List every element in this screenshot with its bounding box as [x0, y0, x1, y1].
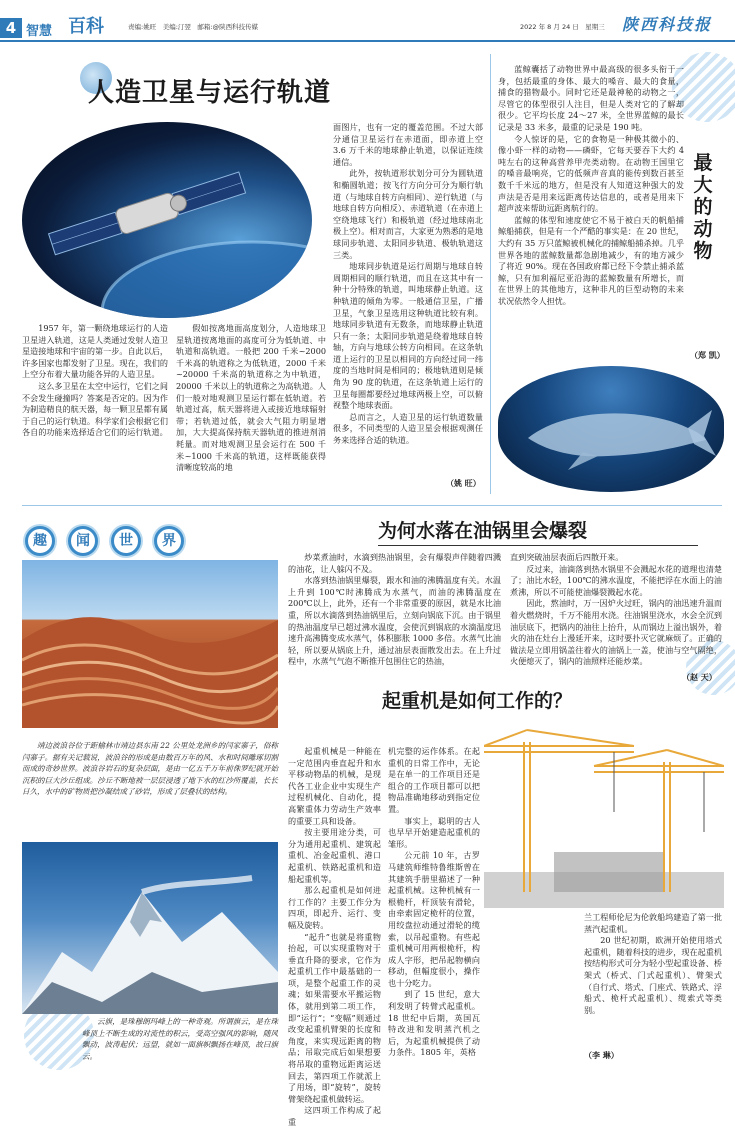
- water-col2: [510, 552, 722, 668]
- paragraph: 因此，熬油时，万一因炉火过旺，锅内的油迅速升温而着火燃烧时，千万不能用水浇。往油锅里浇水，水会全沉到油层底下，把锅内的油往上抬升，从而锅边上溢出锅外，着火的油在灶台上漫延开来，这时要扑灭它就麻烦了。正确的做法是立即用锅盖往着火的油锅上一盖，使油与空气隔绝，火便熄灭了，锅内的油照样还能炒菜。: [510, 598, 722, 667]
- crane-col3: [584, 912, 722, 1016]
- paragraph: 地球同步轨道是运行周期与地球自转周期相同的顺行轨道，而且在这其中有一种十分特殊的轨道，叫地球静止轨道。这种轨道的倾角为零。一般通信卫星，广播卫星，气象卫星选用这种轨道比较有利。地球同步轨道有无数条，而地球静止轨道只有一条；太阳同步轨道是绕着地球自转轴，方向与地球公转方向相同。在这条轨道上运行的卫星以相同的方向经过同一纬度的当地时间是相同的；极地轨道则是倾角为 90 度的轨道，在这条轨道上运行的卫星每圈都要经过地球两极上空，可以俯视整个地球表面。: [333, 261, 483, 411]
- badge-wen: 闻: [68, 526, 98, 556]
- paragraph: 这四项工作构成了起重: [288, 1105, 381, 1127]
- paragraph: 20 世纪初期，欧洲开始使用塔式起重机，随着科技的进步，现在起重机按结构形式可分为轻小型起重设备、桥架式（桥式、门式起重机）、臂架式（自行式、塔式、门座式、铁路式、浮船式、桅杆式起重机）、缆索式等类别。: [584, 935, 722, 1015]
- wave-valley-caption: 靖边波浪谷位于距榆林市靖边县东南 22 公里处龙洲乡的闫家寨子，俗称闫寨子。据有关记载说，波浪谷的形成是由数百万年的风、水和时间雕琢切割而成的奇妙世界。波浪谷岩石的复杂层面，是由一亿五千万年前侏罗纪就开始沉积的巨大沙丘组成。沙丘不断地被一层层浸透了地下水的红沙所覆盖，长长日久，水中的矿物质把沙凝结成了砂岩，形成了层叠状的结构。: [22, 741, 278, 796]
- whale-image: [498, 366, 724, 492]
- title-char: 大: [693, 174, 713, 196]
- water-byline: （赵 天）: [682, 673, 717, 682]
- editors-line: 责编:姚旺 美编:汀翌 邮箱:@陕西科技传媒: [128, 23, 259, 31]
- column-divider: [490, 54, 491, 494]
- paragraph: 这么多卫星在太空中运行，它们之间不会发生碰撞吗？答案是否定的。因为作为制造精良的航天器，每一颗卫星都有属于自己的运行轨道。科学家们会根据它们各自的功能来选择适合它们的运行轨道。: [22, 380, 168, 438]
- crane-col1: [288, 746, 381, 1129]
- water-col1: [288, 552, 501, 668]
- paragraph: 令人惊讶的是，它的食物是一种极其微小的、像小虾一样的动物——磷虾，它每天要吞下大约 4 吨左右的这种高营养甲壳类动物。在动物王国里它的嗓音最响亮，它的低频声音真的能传到数百甚至数千千米远的地方，但是没有人知道这种强大的发声法是否是用来远距离传达信息的，或者是用来下超声波来帮助远距离航行的。: [498, 133, 684, 214]
- newspaper-logo: 陕西科技报: [622, 15, 713, 34]
- title-underline: [378, 545, 698, 546]
- snow-mountain-caption: 云旗，是珠穆朗玛峰上的一种奇观。所谓旗云，是在珠峰顶上不断生成的对流性的积云，受高空强风的影响，随风飘动，波涛起伏；远望，就如一面旗帜飘扬在峰顶，故曰旗云。: [82, 1017, 278, 1061]
- crane-byline: （李 琳）: [584, 1051, 619, 1060]
- paragraph: 水落到热油锅里爆裂，跟水和油的沸腾温度有关。水温上升到 100℃时沸腾成为水蒸气，而油的沸腾温度在 200℃以上，此外，还有一个非常重要的原因，就是水比油重，所以水滴落到热油锅里后，立刻向锅底下沉。由于锅里的热油温度早已超过沸水温度，会使沉到锅底的水滴温度迅速升高沸腾变成水蒸气，体积膨胀 1000 多倍。水蒸气比油轻，所以要从锅底上升，通过油层表面散发出去。在上升过程中，水蒸气气泡不断推开包围住它的热油，: [288, 575, 501, 667]
- satellite-col1: [22, 323, 168, 439]
- section-label-a: 智慧: [26, 24, 53, 39]
- paragraph: 按主要用途分类，可分为通用起重机、建筑起重机、冶金起重机、港口起重机、铁路起重机和造船起重机等。: [288, 827, 381, 884]
- badge-jie: 界: [154, 526, 184, 556]
- paragraph: 反过来，油滴落到热水锅里不会溅起水花的道理也清楚了；油比水轻，100℃的沸水温度，不能把浮在水面上的油煮沸，所以不可能使油爆裂溅起水花。: [510, 563, 722, 597]
- crane-col2: [388, 746, 480, 1059]
- section-divider: [22, 505, 722, 506]
- crane-title: 起重机是如何工作的？: [382, 690, 573, 712]
- paragraph: 起重机械是一种能在一定范围内垂直起升和水平移动物品的机械，是现代各工业企业中实现生产过程机械化、自动化，提高繁重体力劳动生产效率的重要工具和设备。: [288, 746, 381, 826]
- page-number: 4: [0, 18, 22, 38]
- whale-byline: （郑 凯）: [690, 351, 725, 360]
- paragraph: 机完整的运作体系。在起重机的日常工作中，无论是在单一的工作项目还是组合的工作项目都可以把物品准确地移动到指定位置。: [388, 746, 480, 814]
- satellite-byline: （姚 旺）: [446, 479, 481, 488]
- whale-text-top: [498, 64, 684, 307]
- paragraph: 公元前 10 年，古罗马建筑师维特鲁维斯曾在其建筑手册里描述了一种起重机械。这种机械有一根桅杆，杆顶装有滑轮，由牵索固定桅杆的位置，用绞盘拉动通过滑轮的缆索，以吊起重物。有些起重机械可用两根桅杆，构成人字形，把吊起物横向移动，但幅度很小，操作也十分吃力。: [388, 850, 480, 988]
- issue-date: 2022 年 8 月 24 日 星期三: [520, 23, 605, 31]
- badge-qu: 趣: [25, 526, 55, 556]
- paragraph: 蓝鲸囊括了动物世界中最高级的很多头衔于一身，包括最重的身体、最大的嗓音、最大的食量，捕食的猎物最小。同时它还是最神秘的动物之一，尽管它的体型很引人注目，但是人类对它的了解却很少。它平均长度 24～27 米，全世界蓝鲸的最长记录是 33 米多，最重的记录是 190 吨。: [498, 64, 684, 132]
- paragraph: 事实上，聪明的古人也早早开始建造起重机的雏形。: [388, 815, 480, 849]
- crane-image: [484, 722, 724, 908]
- satellite-image: [22, 122, 312, 318]
- paragraph: 假如按离地面高度划分，人造地球卫星轨道按离地面的高度可分为低轨道、中轨道和高轨道。一般把 200 千米~2000 千米高的轨道称之为低轨道，2000 千米~20000 千米高的轨道称之为中轨道，20000 千米以上的轨道称之为高轨道。人们一般对地观测卫星运行都在低轨道。若轨道过高，航天器将进入或接近地球辐射带；若轨道过低，就会大气阻力明显增加，大大提高保持航天器轨道的推进剂消耗量。而对地观测卫星会运行在 500 千米~1000 千米高的轨道，这样既能获得清晰度较高的地: [176, 323, 326, 473]
- paragraph: 此外，按轨道形状划分可分为圆轨道和椭圆轨道；按飞行方向分可分为顺行轨道（与地球自转方向相同）、逆行轨道（与地球自转方向相反）、赤道轨道（在赤道上空绕地球飞行）和极轨道（经过地球南北极上空）。相对而言，大家更为熟悉的是地球同步轨道、太阳同步轨道、极轨轨道这三类。: [333, 168, 483, 260]
- badge-shi: 世: [111, 526, 141, 556]
- paragraph: 面图片，也有一定的覆盖范围。不过大部分通信卫星运行在赤道面，即赤道上空 3.6 万千米的地球静止轨道，以保证连续通信。: [333, 122, 483, 167]
- satellite-title: 人造卫星与运行轨道: [88, 78, 332, 108]
- paragraph: 兰工程师伦尼为伦敦船坞建造了第一批蒸汽起重机。: [584, 912, 722, 934]
- paragraph: “起升”也就是将重物抬起，可以实现重物对于垂直升降的要求，它作为起重机工作中最基础的一项，是整个起重工作的灵魂；如果需要水平搬运物体，就用到第二项工作，即“运行”；“变幅”则通过改变起重机臂架的长度和角度，来实现远距离的物品；吊取完成后如果想要将吊取的重物远距离运送回去，第四项工作就派上了用场，即“旋转”，旋转臂架绕起重机做转运。: [288, 931, 381, 1104]
- title-char: 动: [693, 218, 713, 240]
- paragraph: 总而言之，人造卫星的运行轨道数量很多，不同类型的人造卫星会根据观测任务来选择合适的轨道。: [333, 411, 483, 446]
- paragraph: 到了 15 世纪，意大利发明了转臂式起重机。18 世纪中后期，英国瓦特改进和发明蒸汽机之后，为起重机械提供了动力条件。1805 年，英格: [388, 989, 480, 1058]
- satellite-col2: [176, 323, 326, 474]
- whale-title: [690, 152, 716, 262]
- paragraph: 炒菜煮油时，水滴到热油锅里，会有爆裂声伴随着四溅的油花，让人躲闪不及。: [288, 552, 501, 574]
- header-rule: [0, 40, 735, 42]
- paragraph: 蓝鲸的体型和速度使它不易于被白天的帆船捕鲸船捕获，但是有一个严酷的事实是：在 20 世纪，大约有 35 万只蓝鲸被机械化的捕鲸船捕杀掉。几乎世界各地的蓝鲸数量都急剧地减少，有的地方减少了将近 90%。现在各国政府都已经下令禁止捕杀蓝鲸，只有加利福尼亚沿海的蓝鲸数量有所增长，而在世界上的其他地方，这种非凡的巨型动物的未来状况依然令人担忧。: [498, 214, 684, 306]
- water-title: 为何水落在油锅里会爆裂: [378, 520, 588, 542]
- title-char: 的: [693, 196, 713, 218]
- section-label-b: 百科: [68, 16, 104, 37]
- snow-mountain-image: [22, 842, 278, 1014]
- satellite-col3: [333, 122, 483, 447]
- paragraph: 1957 年，第一颗绕地球运行的人造卫星进入轨道，这是人类通过发射人造卫星造接地球和宇宙的第一步。自此以后，许多国家也都发射了卫星。现在，我们的上空分布着大量功能各异的人造卫星。: [22, 323, 168, 380]
- paragraph: 直到突破油层表面后四散开来。: [510, 552, 624, 562]
- wave-valley-image: [22, 560, 278, 728]
- title-char: 最: [693, 152, 713, 174]
- paragraph: 那么起重机是如何进行工作的？主要工作分为四项，即起升、运行、变幅及旋转。: [288, 885, 381, 930]
- title-char: 物: [693, 240, 713, 262]
